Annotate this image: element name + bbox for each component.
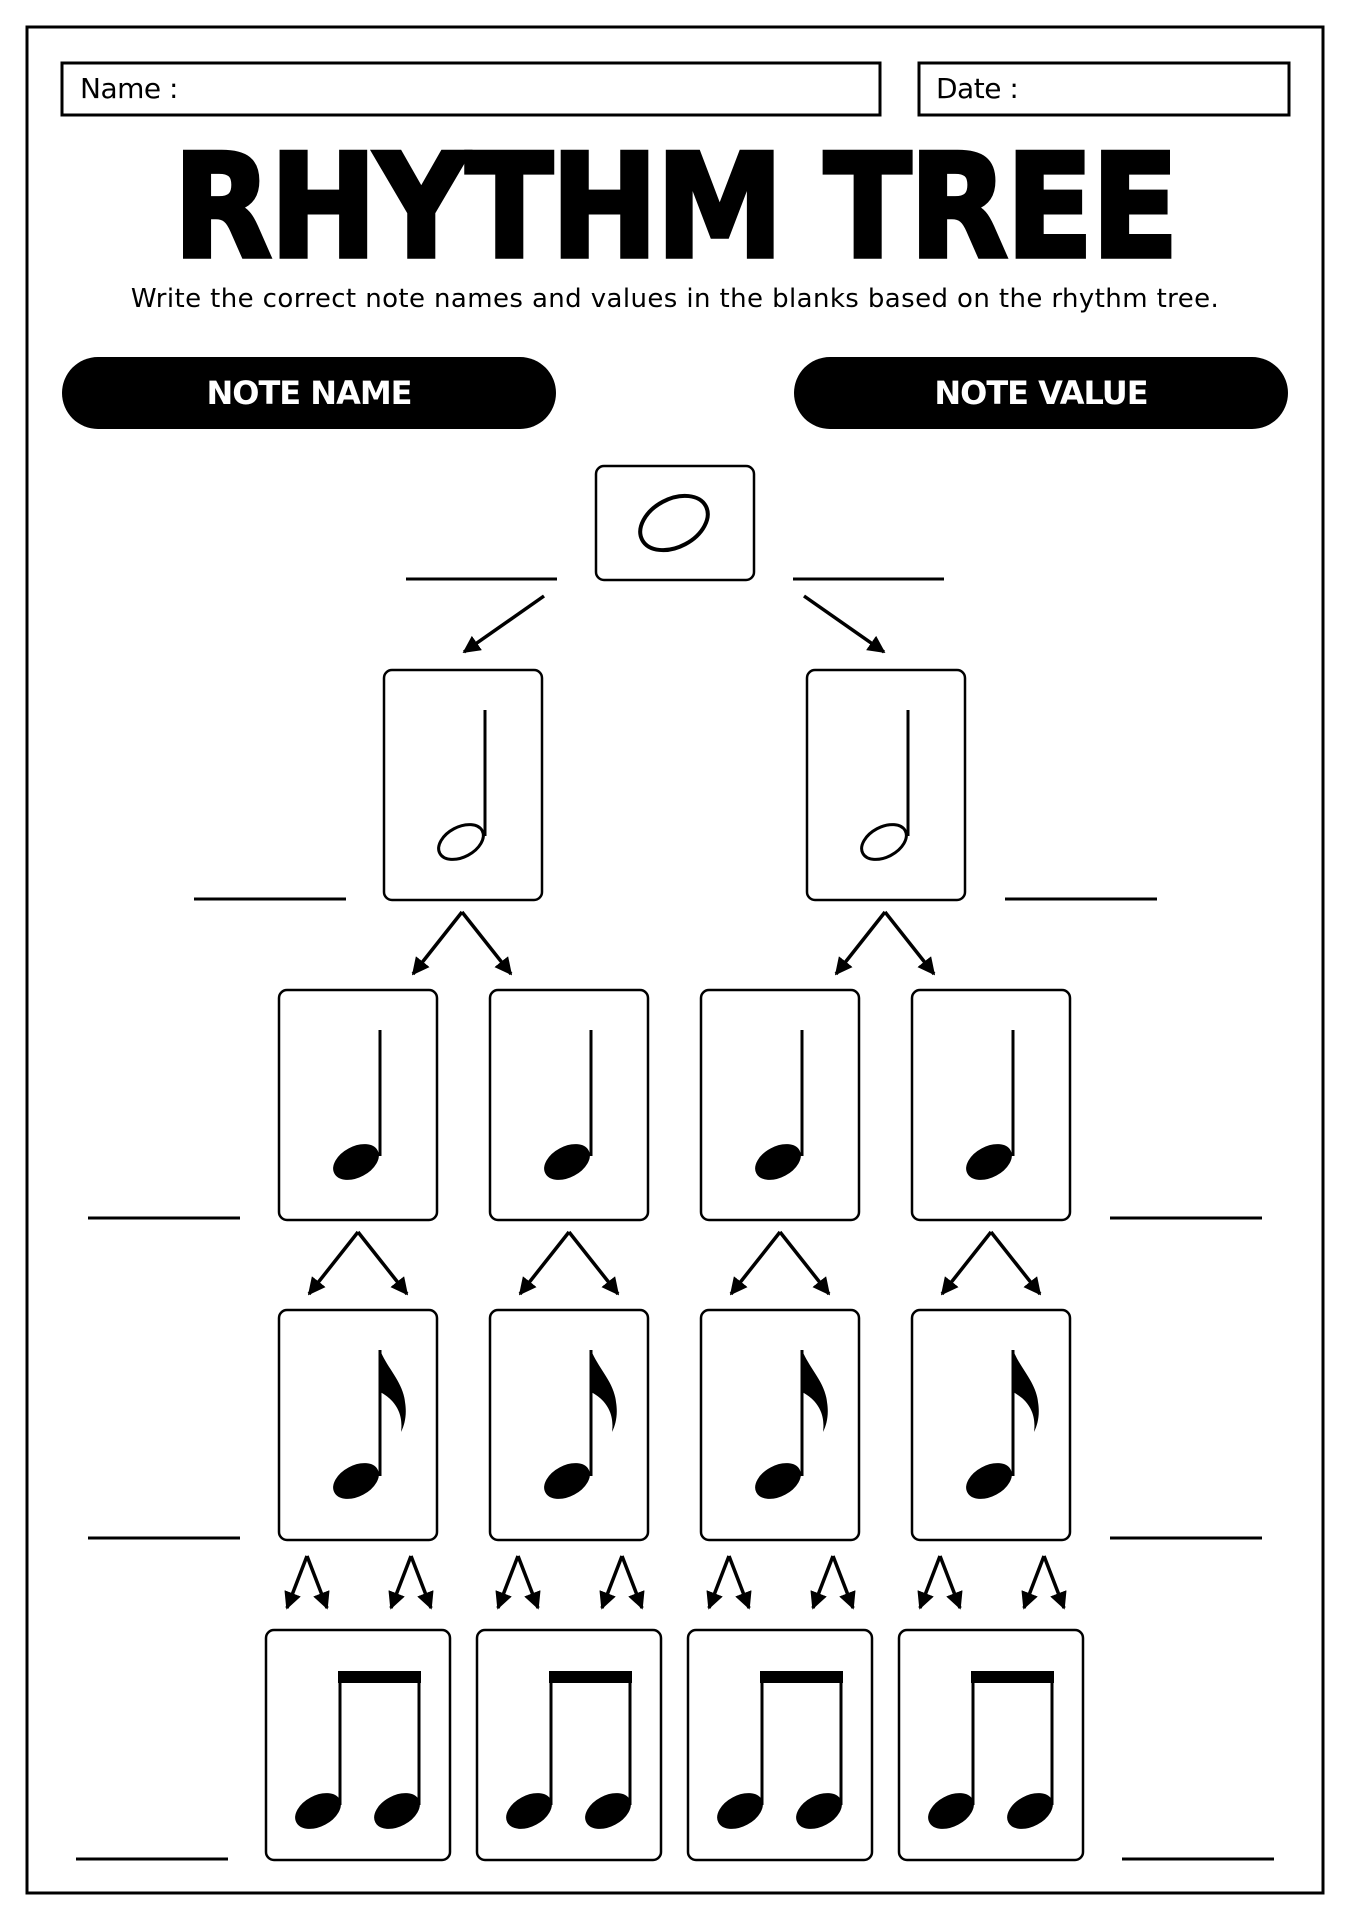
arrow-icon <box>307 1556 327 1608</box>
note-card <box>701 1310 859 1540</box>
note-value-heading: NOTE VALUE <box>934 374 1148 412</box>
arrow-icon <box>622 1556 642 1608</box>
arrow-icon <box>498 1556 518 1608</box>
arrow-icon <box>729 1556 749 1608</box>
instructions: Write the correct note names and values in the blanks based on the rhythm tree. <box>130 284 1220 314</box>
note-card <box>384 670 542 900</box>
arrow-icon <box>391 1556 411 1608</box>
rhythm-tree <box>76 466 1274 1860</box>
arrow-icon <box>920 1556 940 1608</box>
beam-icon <box>971 1671 1054 1683</box>
arrow-icon <box>309 1232 358 1294</box>
beam-icon <box>760 1671 843 1683</box>
note-card <box>490 1310 648 1540</box>
arrow-icon <box>462 912 511 974</box>
arrow-icon <box>520 1232 569 1294</box>
note-card <box>701 990 859 1220</box>
name-label: Name : <box>80 72 178 105</box>
note-card <box>279 990 437 1220</box>
arrow-icon <box>464 596 544 652</box>
note-card <box>490 990 648 1220</box>
note-card <box>266 1630 450 1860</box>
note-card <box>807 670 965 900</box>
note-card <box>688 1630 872 1860</box>
note-card <box>899 1630 1083 1860</box>
arrow-icon <box>885 912 934 974</box>
arrow-icon <box>518 1556 538 1608</box>
date-label: Date : <box>936 72 1019 105</box>
arrow-icon <box>942 1232 991 1294</box>
arrow-icon <box>602 1556 622 1608</box>
arrow-icon <box>709 1556 729 1608</box>
arrow-icon <box>358 1232 407 1294</box>
arrow-icon <box>287 1556 307 1608</box>
arrow-icon <box>813 1556 833 1608</box>
arrow-icon <box>804 596 884 652</box>
note-card <box>279 1310 437 1540</box>
note-name-heading: NOTE NAME <box>206 374 412 412</box>
arrow-icon <box>413 912 462 974</box>
page-title: RHYTHM TREE <box>173 124 1177 292</box>
note-card <box>912 1310 1070 1540</box>
arrow-icon <box>569 1232 618 1294</box>
arrow-icon <box>940 1556 960 1608</box>
note-card <box>912 990 1070 1220</box>
name-field[interactable] <box>62 63 880 115</box>
arrow-icon <box>411 1556 431 1608</box>
arrow-icon <box>780 1232 829 1294</box>
arrow-icon <box>991 1232 1040 1294</box>
arrow-icon <box>1044 1556 1064 1608</box>
beam-icon <box>338 1671 421 1683</box>
arrow-icon <box>1024 1556 1044 1608</box>
arrow-icon <box>836 912 885 974</box>
arrow-icon <box>731 1232 780 1294</box>
arrow-icon <box>833 1556 853 1608</box>
beam-icon <box>549 1671 632 1683</box>
note-card <box>477 1630 661 1860</box>
